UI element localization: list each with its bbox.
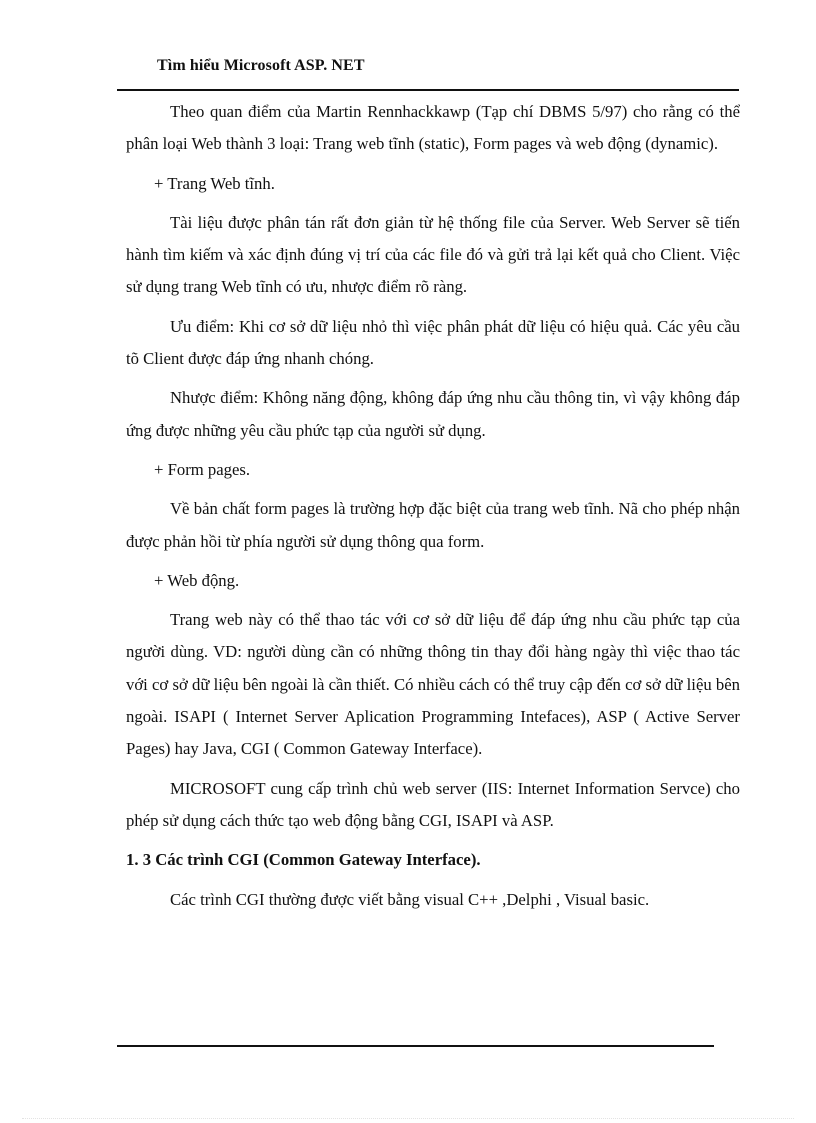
footer-divider: [117, 1045, 714, 1047]
form-pages-paragraph: Về bản chất form pages là trường hợp đặc biệt của trang web tĩnh. Nã cho phép nhận được phản hồi từ phía người sử dụng thông qua form.: [126, 499, 740, 551]
document-body: [126, 96, 740, 916]
static-web-paragraph: Tài liệu được phân tán rất đơn giản từ hệ thống file của Server. Web Server sẽ tiến hành tìm kiếm và xác định đúng vị trí của các file đó và gửi trả lại kết quả cho Client. Việc sử dụng trang Web tĩnh có ưu, nhược điểm rõ ràng.: [126, 212, 740, 297]
cgi-paragraph: Các trình CGI thường được viết bằng visual C++ ,Delphi , Visual basic.: [170, 889, 650, 909]
disadvantages-paragraph: Nhược điểm: Không năng động, không đáp ứng nhu cầu thông tin, vì vậy không đáp ứng được những yêu cầu phức tạp của người sử dụng.: [126, 388, 740, 440]
advantages-paragraph: Ưu điểm: Khi cơ sở dữ liệu nhỏ thì việc phân phát dữ liệu có hiệu quả. Các yêu cầu tõ Client được đáp ứng nhanh chóng.: [126, 316, 740, 369]
section-heading-cgi: 1. 3 Các trình CGI (Common Gateway Interface).: [126, 850, 481, 870]
microsoft-iis-paragraph: MICROSOFT cung cấp trình chủ web server (IIS: Internet Information Servce) cho phép sử dụng cách thức tạo web động bằng CGI, ISAPI và ASP.: [126, 778, 740, 830]
bullet-form-pages: + Form pages.: [154, 459, 251, 479]
dynamic-web-paragraph: Trang web này có thể thao tác với cơ sở dữ liệu để đáp ứng nhu cầu phức tạp của người dùng. VD: người dùng cần có những thông tin thay đổi hàng ngày thì việc thao tác với cơ sở dữ liệu bên ngoài là cần thiết. Có nhiều cách có thể truy cập đến cơ sở dữ liệu bên ngoài. ISAPI ( Internet Server Aplication Programming Intefaces), ASP ( Active Server Pages) hay Java, CGI ( Common Gateway Interface).: [126, 610, 740, 759]
header-divider: [117, 89, 739, 91]
bullet-static-web: + Trang Web tĩnh.: [154, 173, 275, 193]
intro-paragraph: Theo quan điểm của Martin Rennhackkawp (Tạp chí DBMS 5/97) cho rằng có thể phân loại Web thành 3 loại: Trang web tĩnh (static), Form pages và web động (dynamic).: [126, 102, 740, 154]
page-header-title: Tìm hiểu Microsoft ASP. NET: [157, 57, 365, 74]
bullet-dynamic-web: + Web động.: [154, 570, 240, 590]
page-edge-dots: [22, 1118, 794, 1119]
